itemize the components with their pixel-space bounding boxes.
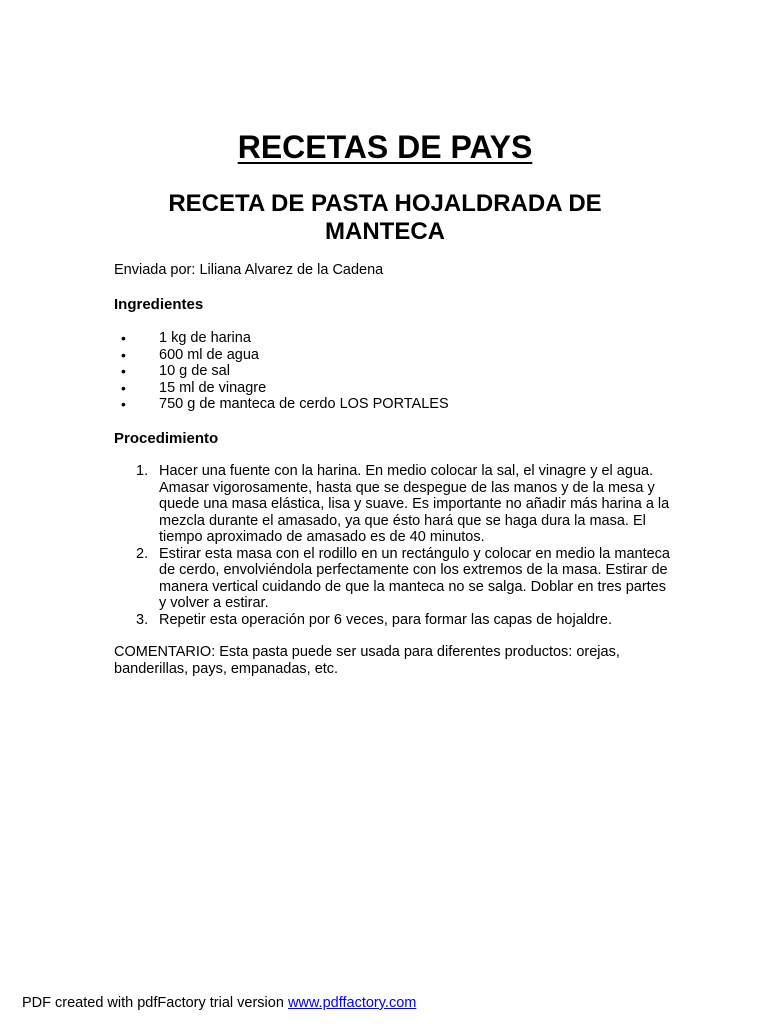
ingredient-item (114, 396, 449, 413)
recipe-title: RECETA DE PASTA HOJALDRADA DE MANTECA (168, 190, 602, 245)
step-text: Hacer una fuente con la harina. En medio colocar la sal, el vinagre y el agua. Amasar vigorosamente, hasta que se despegue de las manos y de la mesa y quede una masa elástica, lisa y suave. Es importante no añadir más harina a la mezcla durante el amasado, ya que ésto hará que se haga dura la masa. El tiempo aproximado de amasado es de 40 minutos. (159, 463, 670, 545)
ingredient-text: 1 kg de harina (159, 330, 251, 346)
procedure-step (114, 612, 674, 629)
ingredient-item (114, 330, 449, 347)
ingredient-text: 10 g de sal (159, 363, 230, 379)
step-number: 2. (136, 545, 149, 562)
ingredient-text: 15 ml de vinagre (159, 379, 267, 396)
step-text: Repetir esta operación por 6 veces, para formar las capas de hojaldre. (159, 611, 612, 628)
bullet-icon: • (121, 363, 126, 379)
step-number: 3. (136, 611, 149, 628)
document-title: RECETAS DE PAYS (237, 129, 533, 165)
bullet-icon: • (121, 396, 126, 412)
step-number: 1. (136, 463, 149, 479)
ingredients-heading: Ingredientes (114, 296, 204, 313)
ingredient-item (114, 380, 449, 397)
bullet-icon: • (121, 330, 126, 346)
pdffactory-link[interactable]: www.pdffactory.com (287, 995, 417, 1011)
procedure-step (114, 463, 674, 546)
procedure-heading: Procedimiento (114, 430, 219, 447)
bullet-icon: • (121, 346, 126, 363)
footer-text: PDF created with pdfFactory trial version (22, 995, 288, 1011)
ingredient-item (114, 347, 449, 364)
ingredient-text: 750 g de manteca de cerdo LOS PORTALES (159, 396, 449, 412)
procedure-steps (114, 463, 674, 628)
step-text: Estirar esta masa con el rodillo en un rectángulo y colocar en medio la manteca de cerdo, envolviéndola perfectamente con los extremos de la masa. Estirar de manera vertical cuidando de que la manteca no se salga. Doblar en tres partes y volver a estirar. (159, 545, 670, 611)
procedure-step (114, 546, 674, 612)
bullet-icon: • (121, 379, 126, 396)
author-line: Enviada por: Liliana Alvarez de la Cadena (114, 262, 384, 278)
ingredient-item (114, 363, 449, 380)
ingredients-list (114, 330, 449, 413)
pdf-footer (22, 995, 416, 1012)
ingredient-text: 600 ml de agua (159, 346, 259, 363)
comment-paragraph: COMENTARIO: Esta pasta puede ser usada para diferentes productos: orejas, banderillas, pays, empanadas, etc. (114, 644, 620, 677)
